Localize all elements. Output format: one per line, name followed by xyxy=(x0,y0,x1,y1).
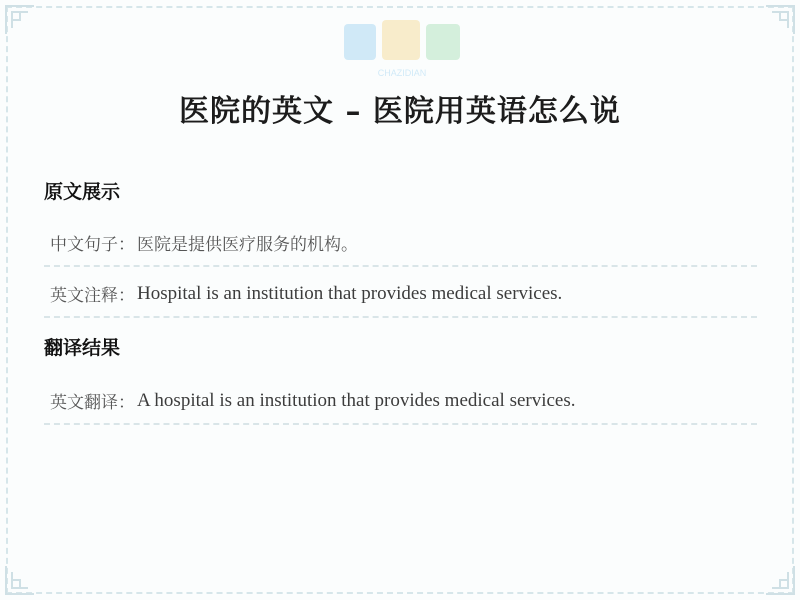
english-translation-row xyxy=(44,378,757,425)
row-colon: ： xyxy=(118,393,135,413)
chinese-sentence-text: 医院是提供医疗服务的机构。 xyxy=(137,235,358,255)
corner-ornament-icon xyxy=(0,560,40,600)
page-title: 医院的英文 – 医院用英语怎么说 xyxy=(179,94,621,129)
english-translation-text: A hospital is an institution that provides medical services. xyxy=(137,389,576,411)
corner-ornament-icon xyxy=(760,0,800,40)
row-label: 中文句子 xyxy=(50,235,118,255)
row-colon: ： xyxy=(118,235,135,255)
row-label: 英文注释 xyxy=(50,286,118,306)
site-logo-watermark-icon xyxy=(340,14,465,80)
corner-ornament-icon xyxy=(0,0,40,40)
row-label: 英文翻译 xyxy=(50,393,118,413)
section-heading-translation: 翻译结果 xyxy=(44,337,121,359)
watermark-text: CHAZIDIAN xyxy=(377,68,427,78)
row-colon: ： xyxy=(118,286,135,306)
corner-ornament-icon xyxy=(760,560,800,600)
english-note-text: Hospital is an institution that provides medical services. xyxy=(137,282,563,304)
chinese-sentence-row xyxy=(44,220,757,267)
section-heading-original: 原文展示 xyxy=(44,181,121,203)
english-note-row xyxy=(44,271,757,318)
